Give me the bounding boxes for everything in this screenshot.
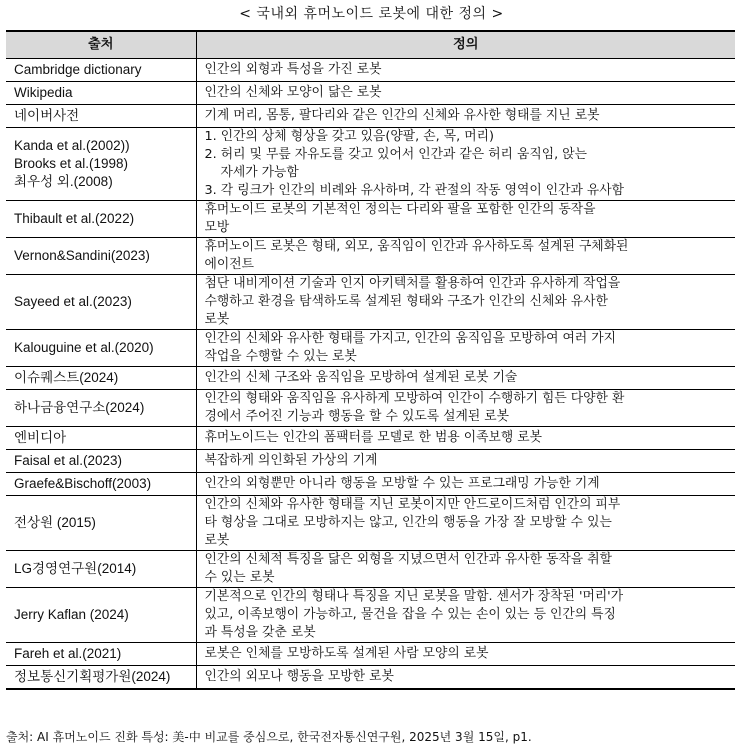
definition-line: 에이전트 bbox=[204, 257, 254, 272]
definition-line: 2. 허리 및 무릎 자유도를 갖고 있어서 인간과 같은 허리 움직임, 앉는 bbox=[204, 147, 587, 162]
definition-cell bbox=[196, 666, 735, 689]
definition-line: 로봇은 인체를 모방하도록 설계된 사람 모양의 로봇 bbox=[204, 646, 489, 661]
definition-line: 휴머노이드 로봇의 기본적인 정의는 다리와 팔을 포함한 인간의 동작을 bbox=[204, 202, 596, 217]
definition-line: 인간의 외형뿐만 아니라 행동을 모방할 수 있는 프로그래밍 가능한 기계 bbox=[204, 476, 600, 491]
table-row bbox=[6, 551, 735, 588]
source-line: Sayeed et al.(2023) bbox=[14, 294, 132, 309]
definition-cell bbox=[196, 367, 735, 390]
table-row bbox=[6, 105, 735, 128]
definition-line: 경에서 주어진 기능과 행동을 할 수 있도록 설계된 로봇 bbox=[204, 409, 510, 424]
definition-line: 인간의 신체와 모양이 닮은 로봇 bbox=[204, 85, 382, 100]
definition-table bbox=[6, 30, 735, 690]
definition-line: 기계 머리, 몸통, 팔다리와 같은 인간의 신체와 유사한 형태를 지닌 로봇 bbox=[204, 108, 600, 123]
definition-cell bbox=[196, 59, 735, 82]
table-row bbox=[6, 666, 735, 689]
table-row bbox=[6, 367, 735, 390]
source-line: 하나금융연구소(2024) bbox=[14, 400, 145, 415]
table-row bbox=[6, 588, 735, 643]
definition-line: 모방 bbox=[204, 220, 230, 235]
source-cell bbox=[6, 238, 196, 275]
table-row bbox=[6, 275, 735, 330]
source-line: 네이버사전 bbox=[14, 108, 80, 123]
source-line: Thibault et al.(2022) bbox=[14, 211, 135, 226]
source-line: Faisal et al.(2023) bbox=[14, 453, 123, 468]
source-cell bbox=[6, 473, 196, 496]
source-cell bbox=[6, 330, 196, 367]
source-cell bbox=[6, 666, 196, 689]
source-line: 정보통신기획평가원(2024) bbox=[14, 668, 171, 684]
header-source: 출처 bbox=[6, 31, 196, 59]
definition-line: 3. 각 링크가 인간의 비례와 유사하며, 각 관절의 작동 영역이 인간과 유사함 bbox=[204, 183, 625, 198]
definition-line: 휴머노이드 로봇은 형태, 외모, 움직임이 인간과 유사하도록 설계된 구체화된 bbox=[204, 239, 629, 254]
source-cell bbox=[6, 59, 196, 82]
source-cell bbox=[6, 588, 196, 643]
definition-cell bbox=[196, 427, 735, 450]
source-cell bbox=[6, 201, 196, 238]
definition-line: 기본적으로 인간의 형태나 특징을 지닌 로봇을 말함. 센서가 장착된 '머리'가 bbox=[204, 589, 624, 604]
table-row bbox=[6, 643, 735, 666]
source-line: 이슈퀘스트(2024) bbox=[14, 370, 119, 385]
definition-line: 인간의 신체적 특징을 닮은 외형을 지녔으면서 인간과 유사한 동작을 취할 bbox=[204, 552, 612, 567]
definition-cell bbox=[196, 238, 735, 275]
definition-cell bbox=[196, 473, 735, 496]
table-row bbox=[6, 450, 735, 473]
table-row bbox=[6, 330, 735, 367]
definition-cell bbox=[196, 201, 735, 238]
table-row bbox=[6, 82, 735, 105]
definition-cell bbox=[196, 105, 735, 128]
source-cell bbox=[6, 82, 196, 105]
definition-line: 인간의 신체와 유사한 형태를 지닌 로봇이지만 안드로이드처럼 인간의 피부 bbox=[204, 497, 621, 512]
source-line: 최우성 외.(2008) bbox=[14, 174, 113, 189]
definition-line: 1. 인간의 상체 형상을 갖고 있음(양팔, 손, 목, 머리) bbox=[204, 129, 494, 144]
definition-line: 있고, 이족보행이 가능하고, 물건을 잡을 수 있는 손이 있는 등 인간의 특징 bbox=[204, 607, 616, 622]
definition-line: 작업을 수행할 수 있는 로봇 bbox=[204, 349, 357, 364]
definition-cell bbox=[196, 82, 735, 105]
source-cell bbox=[6, 128, 196, 201]
definition-line: 자세가 가능함 bbox=[220, 165, 299, 180]
definition-cell bbox=[196, 275, 735, 330]
definition-line: 인간의 형태와 움직임을 유사하게 모방하여 인간이 수행하기 힘든 다양한 환 bbox=[204, 391, 625, 406]
definition-line: 인간의 신체와 유사한 형태를 가지고, 인간의 움직임을 모방하여 여러 가지 bbox=[204, 331, 617, 346]
definition-line: 로봇 bbox=[204, 533, 230, 548]
definition-line: 수행하고 환경을 탐색하도록 설계된 형태와 구조가 인간의 신체와 유사한 bbox=[204, 294, 608, 309]
table-row bbox=[6, 128, 735, 201]
definition-cell bbox=[196, 588, 735, 643]
source-cell bbox=[6, 105, 196, 128]
definition-line: 수 있는 로봇 bbox=[204, 570, 275, 585]
source-cell bbox=[6, 275, 196, 330]
definition-cell bbox=[196, 128, 735, 201]
definition-line: 인간의 외모나 행동을 모방한 로봇 bbox=[204, 668, 394, 684]
source-line: 엔비디아 bbox=[14, 430, 67, 445]
definition-line: 과 특성을 갖춘 로봇 bbox=[204, 625, 316, 640]
source-cell bbox=[6, 427, 196, 450]
definition-line: 타 형상을 그대로 모방하지는 않고, 인간의 행동을 가장 잘 모방할 수 있는 bbox=[204, 515, 612, 530]
source-cell bbox=[6, 551, 196, 588]
source-cell bbox=[6, 367, 196, 390]
header-definition: 정의 bbox=[196, 31, 735, 59]
table-row bbox=[6, 390, 735, 427]
source-cell bbox=[6, 496, 196, 551]
source-line: LG경영연구원(2014) bbox=[14, 561, 137, 576]
definition-cell bbox=[196, 390, 735, 427]
source-line: Kanda et al.(2002)) bbox=[14, 138, 130, 153]
source-line: Brooks et al.(1998) bbox=[14, 156, 129, 171]
source-line: Wikipedia bbox=[14, 85, 73, 100]
source-cell bbox=[6, 390, 196, 427]
table-title: < 국내외 휴머노이드 로봇에 대한 정의 > bbox=[239, 6, 504, 22]
table-row bbox=[6, 473, 735, 496]
table-header-row bbox=[6, 31, 735, 59]
table-row bbox=[6, 59, 735, 82]
definition-line: 인간의 외형과 특성을 가진 로봇 bbox=[204, 62, 382, 77]
source-cell bbox=[6, 450, 196, 473]
definition-cell bbox=[196, 551, 735, 588]
source-line: 전상원 (2015) bbox=[14, 515, 96, 530]
table-row bbox=[6, 201, 735, 238]
definition-cell bbox=[196, 496, 735, 551]
table-row bbox=[6, 238, 735, 275]
definition-line: 복잡하게 의인화된 가상의 기계 bbox=[204, 453, 378, 468]
source-line: Cambridge dictionary bbox=[14, 62, 142, 77]
definition-line: 로봇 bbox=[204, 312, 230, 327]
definition-line: 인간의 신체 구조와 움직임을 모방하여 설계된 로봇 기술 bbox=[204, 370, 518, 385]
source-line: Vernon&Sandini(2023) bbox=[14, 248, 150, 263]
table-row bbox=[6, 496, 735, 551]
definition-line: 첨단 내비게이션 기술과 인지 아키텍처를 활용하여 인간과 유사하게 작업을 bbox=[204, 276, 621, 291]
source-line: Kalouguine et al.(2020) bbox=[14, 340, 154, 355]
source-cell bbox=[6, 643, 196, 666]
footnote: 출처: AI 휴머노이드 진화 특성: 美-中 비교를 중심으로, 한국전자통신연구원, 2025년 3월 15일, p1. bbox=[6, 730, 532, 744]
source-line: Graefe&Bischoff(2003) bbox=[14, 476, 152, 491]
source-line: Fareh et al.(2021) bbox=[14, 646, 122, 661]
definition-cell bbox=[196, 450, 735, 473]
source-line: Jerry Kaflan (2024) bbox=[14, 607, 129, 622]
definition-line: 휴머노이드는 인간의 폼팩터를 모델로 한 범용 이족보행 로봇 bbox=[204, 430, 543, 445]
definition-cell bbox=[196, 643, 735, 666]
definition-cell bbox=[196, 330, 735, 367]
table-row bbox=[6, 427, 735, 450]
